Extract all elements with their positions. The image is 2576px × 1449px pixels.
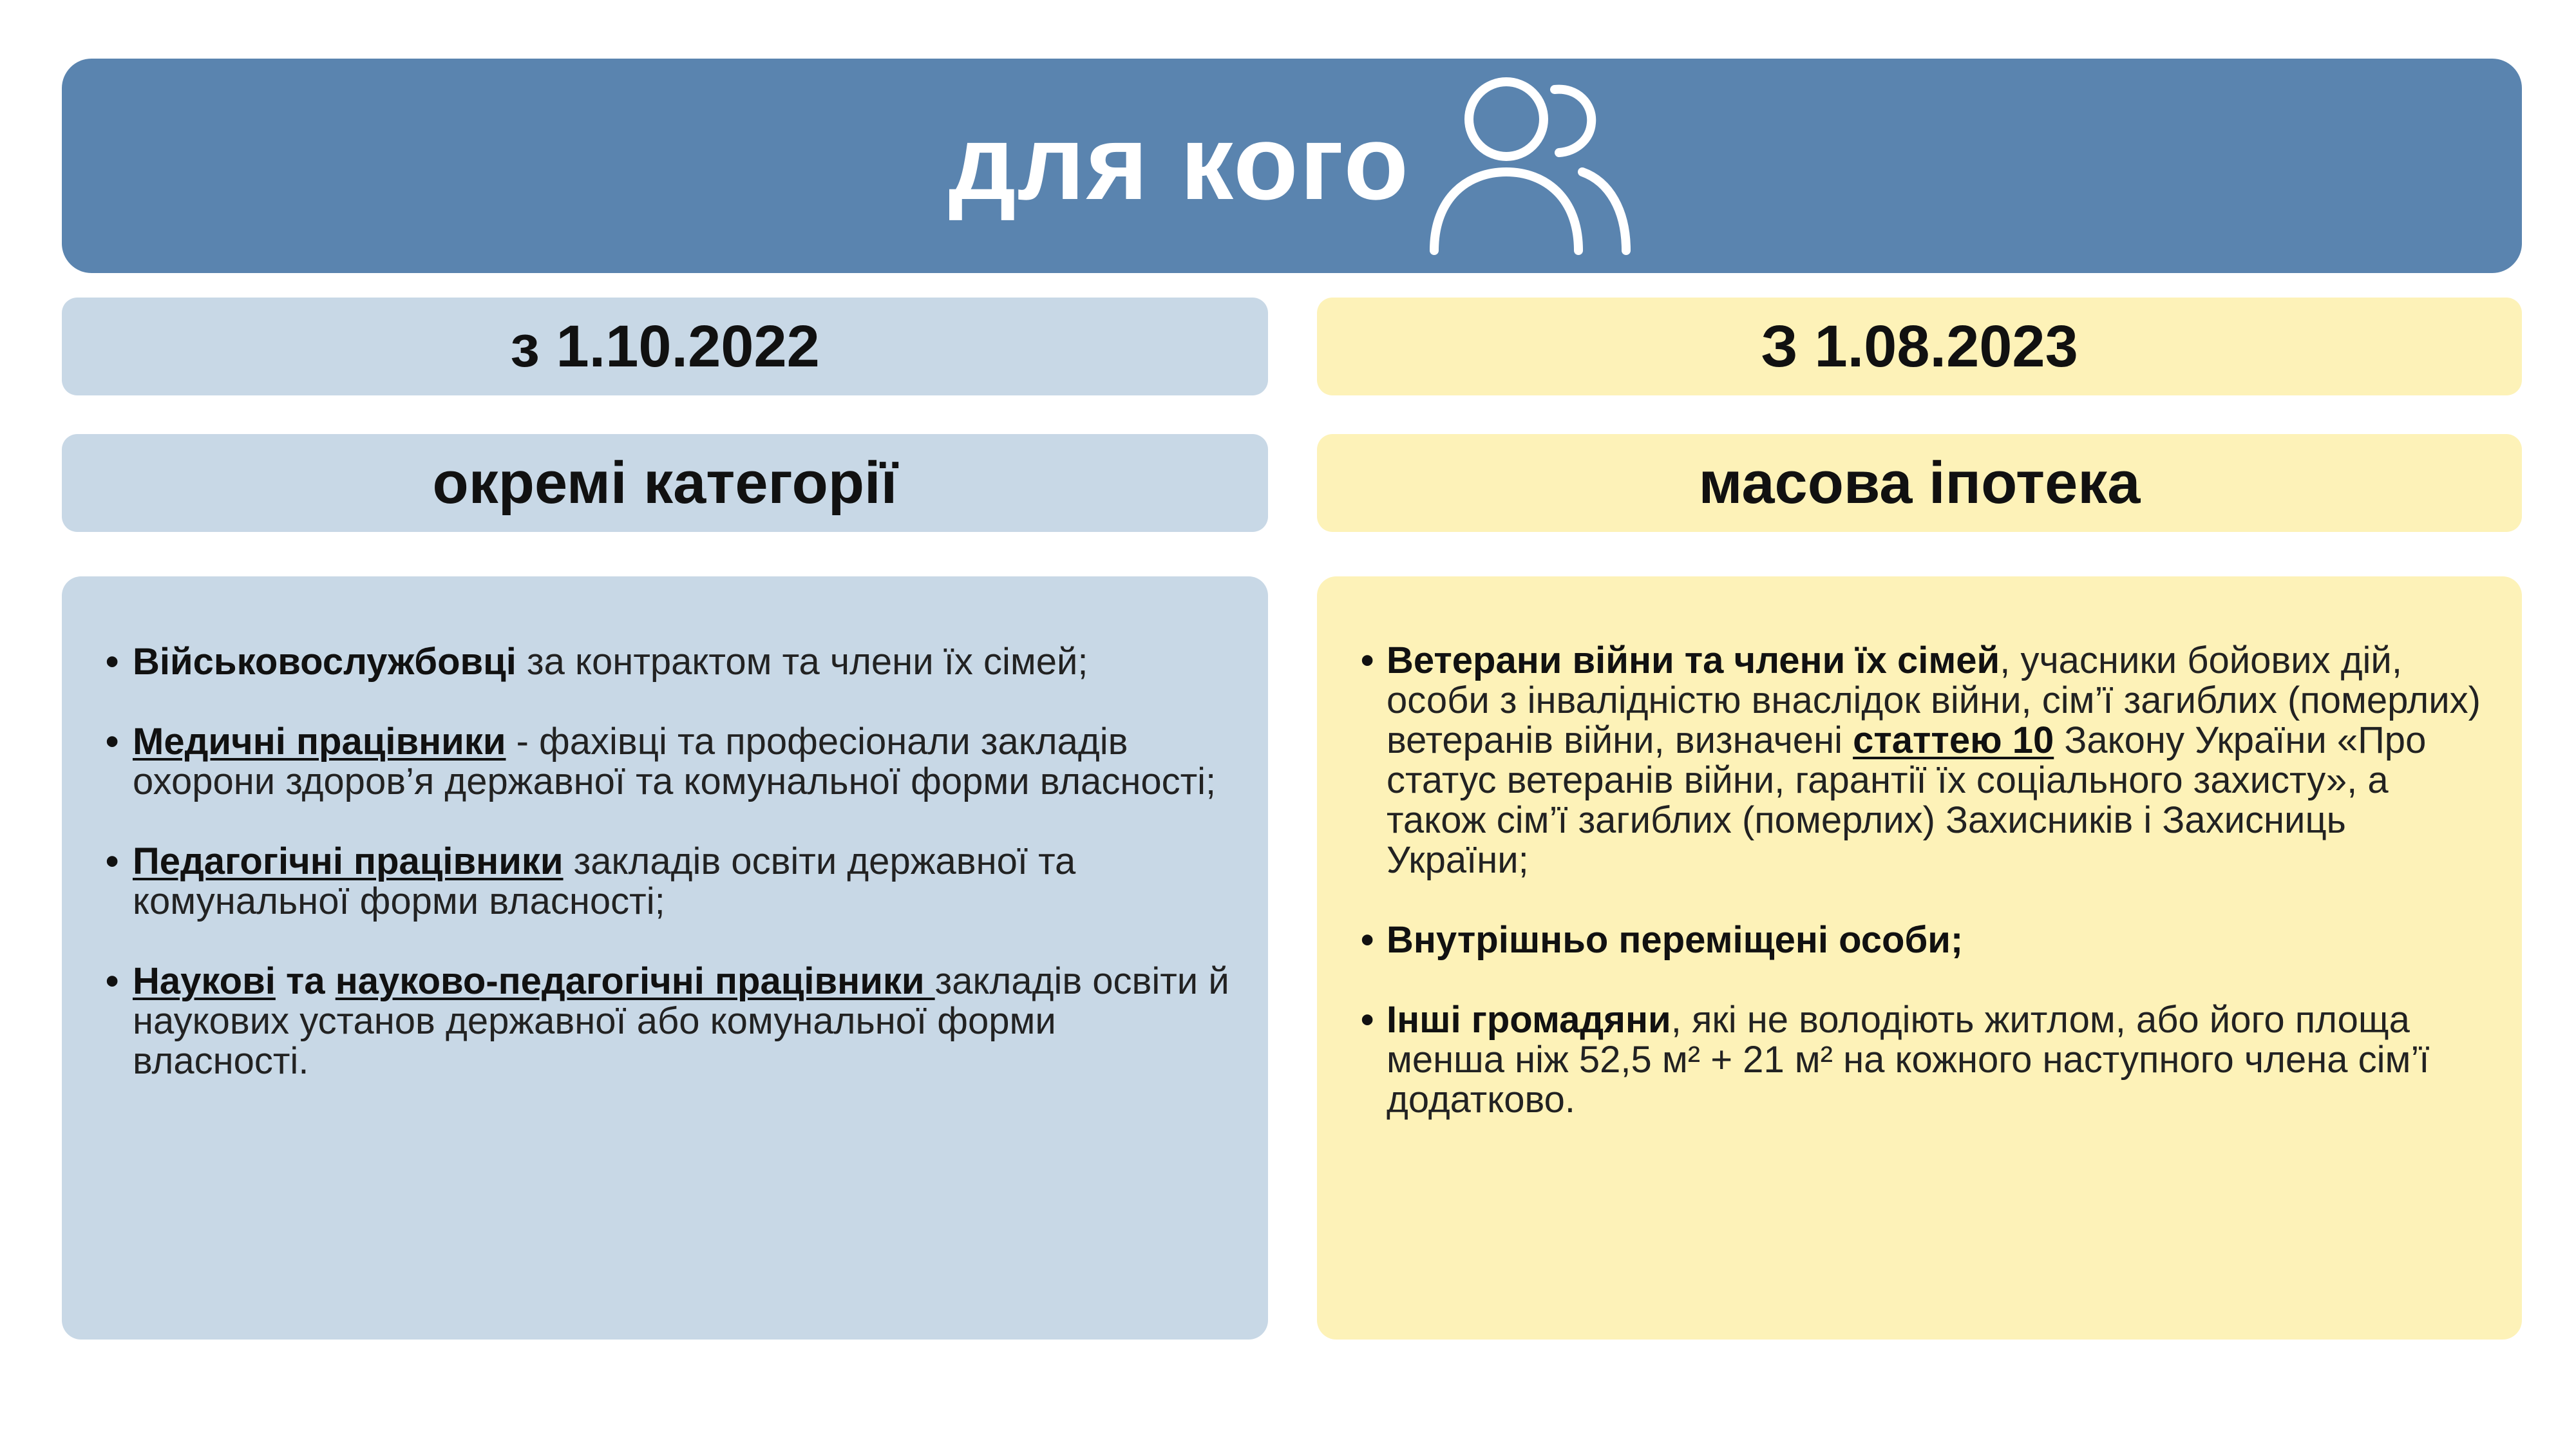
item-bold: Інші громадяни (1387, 999, 1671, 1041)
item-bold: Ветерани війни та члени їх сімей (1387, 639, 2000, 681)
list-item (1317, 641, 2522, 880)
item-bold: Внутрішньо переміщені особи; (1387, 919, 1964, 961)
list-item (62, 842, 1268, 922)
right-category: масова іпотека (1698, 450, 2141, 516)
item-bold: Військовослужбовці (133, 641, 516, 683)
item-bold-link: Медичні працівники (133, 721, 506, 762)
left-category-pill (62, 434, 1268, 532)
users-icon (1423, 69, 1635, 256)
item-text: закладів освіти й наукових установ державної або комунальної форми власності. (133, 960, 1229, 1082)
item-text: Закону України «Про статус ветеранів війни, гарантії їх соціального захисту», а також сім’ї загиблих (померлих) Захисників і Захисниць України; (1387, 719, 2427, 881)
item-text: , учасники бойових дій, особи з інвалідністю внаслідок війни, сім’ї загиблих (померлих) ветеранів війни, визначені (1387, 639, 2481, 761)
item-bold-link: науково-педагогічні працівники (335, 960, 935, 1002)
item-text: за контрактом та члени їх сімей; (516, 641, 1088, 683)
left-panel (62, 576, 1268, 1340)
item-bold-link: Наукові (133, 960, 276, 1002)
law-article-link[interactable]: статтею 10 (1853, 719, 2054, 761)
list-item (62, 722, 1268, 802)
right-date-pill (1317, 298, 2522, 395)
item-text: , які не володіють житлом, або його площа менша ніж 52,5 м² + 21 м² на кожного наступного члена сім’ї додатково. (1387, 999, 2430, 1121)
item-text: - фахівці та професіонали закладів охорони здоров’я державної та комунальної форми власності; (133, 721, 1217, 802)
page-title: для кого (948, 103, 1410, 222)
right-list (1317, 641, 2522, 1120)
item-text: закладів освіти державної та комунальної форми власності; (133, 840, 1076, 922)
list-item (1317, 1000, 2522, 1120)
list-item (62, 961, 1268, 1081)
right-category-pill (1317, 434, 2522, 532)
item-bold: та (275, 960, 336, 1002)
right-panel (1317, 576, 2522, 1340)
left-date: з 1.10.2022 (510, 314, 820, 379)
left-date-pill (62, 298, 1268, 395)
item-bold-link: Педагогічні працівники (133, 840, 564, 882)
header-banner (62, 59, 2522, 273)
right-date: З 1.08.2023 (1761, 314, 2078, 379)
left-category: окремі категорії (432, 450, 898, 516)
left-list (62, 642, 1268, 1081)
list-item (62, 642, 1268, 682)
list-item (1317, 920, 2522, 960)
